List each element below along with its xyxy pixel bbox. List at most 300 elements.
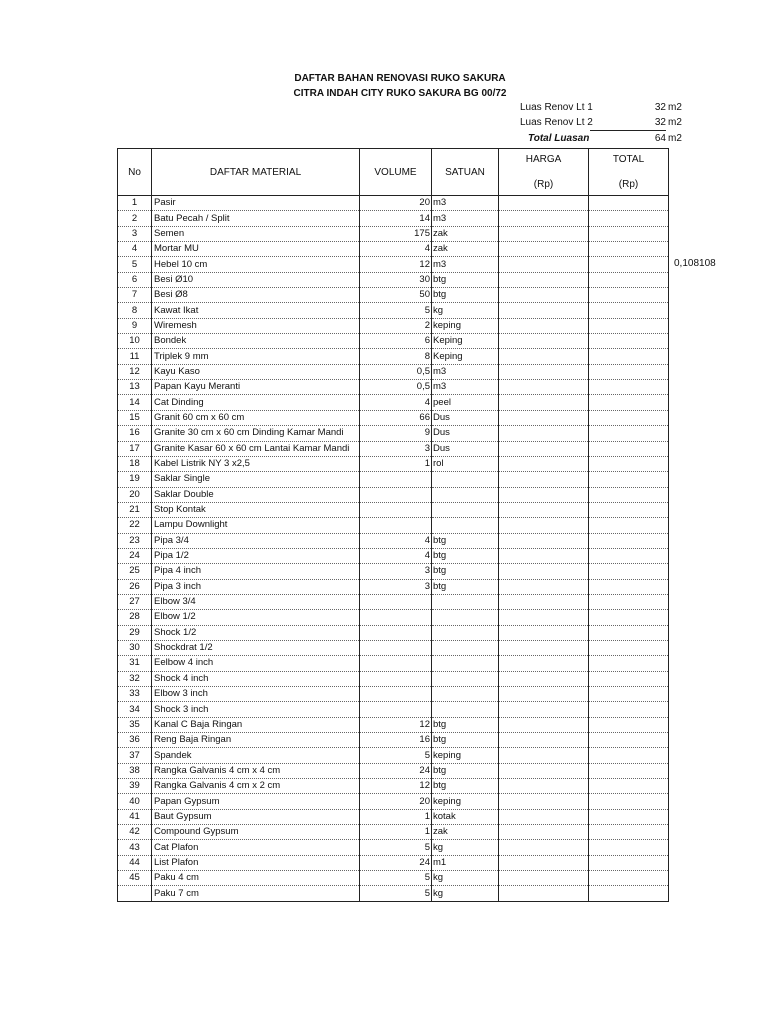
row-satuan: m3 (432, 380, 499, 395)
row-no: 39 (118, 779, 152, 794)
row-material: Shock 3 inch (152, 702, 360, 717)
table-row (118, 334, 669, 349)
row-total (589, 886, 669, 901)
row-no (118, 886, 152, 901)
row-satuan: Dus (432, 441, 499, 456)
row-total (589, 242, 669, 257)
row-satuan: keping (432, 748, 499, 763)
row-volume: 4 (360, 548, 432, 563)
header-no: No (118, 149, 152, 196)
row-satuan (432, 472, 499, 487)
row-volume: 5 (360, 748, 432, 763)
row-no: 33 (118, 687, 152, 702)
table-row (118, 380, 669, 395)
row-volume: 5 (360, 840, 432, 855)
row-material: Reng Baja Ringan (152, 733, 360, 748)
row-no: 36 (118, 733, 152, 748)
row-total (589, 410, 669, 425)
row-material: Pipa 3 inch (152, 579, 360, 594)
row-material: Bondek (152, 334, 360, 349)
row-satuan (432, 687, 499, 702)
row-total (589, 625, 669, 640)
row-satuan: btg (432, 533, 499, 548)
table-row (118, 763, 669, 778)
row-satuan: kotak (432, 809, 499, 824)
row-volume (360, 472, 432, 487)
row-harga (499, 364, 589, 379)
row-no: 27 (118, 594, 152, 609)
table-row (118, 257, 669, 272)
row-total (589, 855, 669, 870)
row-harga (499, 625, 589, 640)
row-harga (499, 886, 589, 901)
table-row (118, 502, 669, 517)
row-material: Granit 60 cm x 60 cm (152, 410, 360, 425)
row-material: Semen (152, 226, 360, 241)
row-volume (360, 518, 432, 533)
table-row (118, 671, 669, 686)
row-no: 42 (118, 825, 152, 840)
row-volume: 4 (360, 533, 432, 548)
row-volume: 5 (360, 886, 432, 901)
row-no: 10 (118, 334, 152, 349)
row-satuan (432, 671, 499, 686)
row-material: Granite Kasar 60 x 60 cm Lantai Kamar Mandi (152, 441, 360, 456)
row-total (589, 318, 669, 333)
row-total (589, 518, 669, 533)
row-total (589, 840, 669, 855)
row-total (589, 656, 669, 671)
table-row (118, 733, 669, 748)
row-satuan (432, 610, 499, 625)
row-material: Granite 30 cm x 60 cm Dinding Kamar Mandi (152, 426, 360, 441)
table-row (118, 855, 669, 870)
header-total-label: TOTAL (612, 154, 645, 165)
row-satuan: btg (432, 733, 499, 748)
row-satuan: m3 (432, 364, 499, 379)
row-material: Pipa 4 inch (152, 564, 360, 579)
row-satuan: btg (432, 288, 499, 303)
row-volume (360, 656, 432, 671)
row-volume (360, 594, 432, 609)
row-volume: 5 (360, 871, 432, 886)
table-row (118, 533, 669, 548)
row-satuan: rol (432, 456, 499, 471)
row-no: 3 (118, 226, 152, 241)
row-volume: 1 (360, 456, 432, 471)
row-harga (499, 794, 589, 809)
row-volume: 6 (360, 334, 432, 349)
row-no: 7 (118, 288, 152, 303)
header-harga-label: HARGA (525, 154, 562, 165)
row-no: 12 (118, 364, 152, 379)
document-title: DAFTAR BAHAN RENOVASI RUKO SAKURA (294, 73, 506, 84)
row-satuan (432, 702, 499, 717)
row-no: 43 (118, 840, 152, 855)
row-satuan: btg (432, 272, 499, 287)
area-lt2-unit: m2 (668, 117, 682, 128)
table-row (118, 548, 669, 563)
row-total (589, 794, 669, 809)
row-volume: 20 (360, 196, 432, 211)
row-harga (499, 288, 589, 303)
row-harga (499, 840, 589, 855)
row-harga (499, 334, 589, 349)
row-harga (499, 594, 589, 609)
row-volume: 24 (360, 763, 432, 778)
row-material: Saklar Double (152, 487, 360, 502)
row-no: 5 (118, 257, 152, 272)
row-satuan (432, 625, 499, 640)
row-harga (499, 702, 589, 717)
header-harga (499, 149, 589, 196)
row-total (589, 548, 669, 563)
row-material: Papan Kayu Meranti (152, 380, 360, 395)
row-material: Kayu Kaso (152, 364, 360, 379)
row-volume: 3 (360, 564, 432, 579)
row-harga (499, 349, 589, 364)
row-total (589, 380, 669, 395)
row-harga (499, 395, 589, 410)
row-harga (499, 456, 589, 471)
side-note-value: 0,108108 (674, 258, 716, 269)
row-satuan: btg (432, 579, 499, 594)
row-total (589, 871, 669, 886)
row-harga (499, 763, 589, 778)
row-no: 31 (118, 656, 152, 671)
row-volume (360, 610, 432, 625)
row-satuan (432, 502, 499, 517)
area-total-unit: m2 (668, 133, 682, 144)
row-harga (499, 272, 589, 287)
row-material: Triplek 9 mm (152, 349, 360, 364)
row-total (589, 640, 669, 655)
row-volume: 4 (360, 242, 432, 257)
row-satuan: m1 (432, 855, 499, 870)
row-no: 38 (118, 763, 152, 778)
row-no: 32 (118, 671, 152, 686)
table-row (118, 794, 669, 809)
row-total (589, 487, 669, 502)
row-harga (499, 196, 589, 211)
row-satuan: btg (432, 763, 499, 778)
table-row (118, 349, 669, 364)
row-harga (499, 610, 589, 625)
row-volume (360, 487, 432, 502)
row-total (589, 687, 669, 702)
row-total (589, 717, 669, 732)
table-row (118, 656, 669, 671)
row-no: 29 (118, 625, 152, 640)
row-no: 16 (118, 426, 152, 441)
header-volume: VOLUME (360, 149, 432, 196)
table-row (118, 594, 669, 609)
table-row (118, 809, 669, 824)
table-row (118, 472, 669, 487)
row-no: 13 (118, 380, 152, 395)
row-satuan: m3 (432, 211, 499, 226)
row-no: 2 (118, 211, 152, 226)
row-total (589, 426, 669, 441)
row-no: 1 (118, 196, 152, 211)
row-no: 8 (118, 303, 152, 318)
table-row (118, 211, 669, 226)
row-satuan: btg (432, 564, 499, 579)
row-no: 40 (118, 794, 152, 809)
table-row (118, 288, 669, 303)
row-material: Spandek (152, 748, 360, 763)
row-harga (499, 242, 589, 257)
table-row (118, 886, 669, 901)
row-harga (499, 441, 589, 456)
row-total (589, 272, 669, 287)
row-total (589, 334, 669, 349)
row-material: Elbow 3 inch (152, 687, 360, 702)
row-harga (499, 318, 589, 333)
table-row (118, 272, 669, 287)
row-no: 9 (118, 318, 152, 333)
row-satuan: m3 (432, 257, 499, 272)
row-no: 44 (118, 855, 152, 870)
table-row (118, 625, 669, 640)
row-volume: 20 (360, 794, 432, 809)
row-harga (499, 533, 589, 548)
row-harga (499, 687, 589, 702)
table-row (118, 564, 669, 579)
row-satuan (432, 594, 499, 609)
row-material: Paku 7 cm (152, 886, 360, 901)
row-no: 18 (118, 456, 152, 471)
header-total (589, 149, 669, 196)
table-row (118, 702, 669, 717)
row-no: 30 (118, 640, 152, 655)
row-no: 41 (118, 809, 152, 824)
row-harga (499, 472, 589, 487)
row-satuan: btg (432, 548, 499, 563)
row-satuan: btg (432, 779, 499, 794)
row-total (589, 257, 669, 272)
table-row (118, 687, 669, 702)
row-satuan: btg (432, 717, 499, 732)
row-no: 26 (118, 579, 152, 594)
row-total (589, 364, 669, 379)
row-harga (499, 825, 589, 840)
row-harga (499, 426, 589, 441)
row-total (589, 533, 669, 548)
row-harga (499, 564, 589, 579)
table-row (118, 196, 669, 211)
row-material: Paku 4 cm (152, 871, 360, 886)
row-harga (499, 518, 589, 533)
row-satuan: zak (432, 242, 499, 257)
row-volume: 1 (360, 825, 432, 840)
row-material: Rangka Galvanis 4 cm x 2 cm (152, 779, 360, 794)
table-row (118, 426, 669, 441)
area-lt2-value: 32 (654, 117, 666, 128)
row-total (589, 349, 669, 364)
row-total (589, 779, 669, 794)
row-harga (499, 656, 589, 671)
row-material: Rangka Galvanis 4 cm x 4 cm (152, 763, 360, 778)
row-volume: 24 (360, 855, 432, 870)
row-satuan (432, 487, 499, 502)
table-row (118, 825, 669, 840)
row-harga (499, 871, 589, 886)
header-total-unit: (Rp) (618, 179, 639, 190)
row-material: Shock 4 inch (152, 671, 360, 686)
table-row (118, 487, 669, 502)
row-material: Batu Pecah / Split (152, 211, 360, 226)
row-material: Wiremesh (152, 318, 360, 333)
row-total (589, 702, 669, 717)
row-harga (499, 809, 589, 824)
row-volume: 16 (360, 733, 432, 748)
row-satuan: m3 (432, 196, 499, 211)
row-no: 37 (118, 748, 152, 763)
document-subtitle: CITRA INDAH CITY RUKO SAKURA BG 00/72 (293, 88, 507, 99)
row-material: Elbow 1/2 (152, 610, 360, 625)
row-satuan (432, 518, 499, 533)
row-volume (360, 702, 432, 717)
row-material: Eelbow 4 inch (152, 656, 360, 671)
table-row (118, 579, 669, 594)
row-volume: 30 (360, 272, 432, 287)
row-total (589, 763, 669, 778)
row-material: Shock 1/2 (152, 625, 360, 640)
row-no: 6 (118, 272, 152, 287)
row-no: 15 (118, 410, 152, 425)
row-volume (360, 625, 432, 640)
table-row (118, 610, 669, 625)
table-row (118, 242, 669, 257)
row-total (589, 564, 669, 579)
row-total (589, 472, 669, 487)
row-volume (360, 671, 432, 686)
row-harga (499, 303, 589, 318)
row-satuan: kg (432, 886, 499, 901)
row-material: Besi Ø10 (152, 272, 360, 287)
row-material: Kabel Listrik NY 3 x2,5 (152, 456, 360, 471)
row-no: 22 (118, 518, 152, 533)
row-total (589, 809, 669, 824)
table-row (118, 840, 669, 855)
table-row (118, 441, 669, 456)
header-satuan: SATUAN (432, 149, 499, 196)
table-row (118, 226, 669, 241)
row-harga (499, 779, 589, 794)
row-volume (360, 502, 432, 517)
table-row (118, 640, 669, 655)
row-material: Pasir (152, 196, 360, 211)
row-satuan: keping (432, 318, 499, 333)
row-harga (499, 211, 589, 226)
row-satuan: Keping (432, 349, 499, 364)
row-no: 45 (118, 871, 152, 886)
row-volume: 4 (360, 395, 432, 410)
table-header-row (118, 149, 669, 196)
row-no: 35 (118, 717, 152, 732)
row-material: Cat Plafon (152, 840, 360, 855)
row-total (589, 196, 669, 211)
area-lt1-label: Luas Renov Lt 1 (520, 102, 593, 113)
area-lt1-value: 32 (654, 102, 666, 113)
row-total (589, 748, 669, 763)
row-total (589, 502, 669, 517)
row-material: Compound Gypsum (152, 825, 360, 840)
row-satuan: Dus (432, 426, 499, 441)
row-satuan: Dus (432, 410, 499, 425)
row-volume: 3 (360, 441, 432, 456)
row-total (589, 610, 669, 625)
table-row (118, 456, 669, 471)
table-row (118, 518, 669, 533)
row-harga (499, 487, 589, 502)
row-volume: 12 (360, 257, 432, 272)
row-harga (499, 226, 589, 241)
row-no: 28 (118, 610, 152, 625)
row-material: Cat Dinding (152, 395, 360, 410)
row-no: 34 (118, 702, 152, 717)
table-row (118, 748, 669, 763)
row-harga (499, 671, 589, 686)
row-harga (499, 733, 589, 748)
row-harga (499, 548, 589, 563)
row-harga (499, 257, 589, 272)
row-total (589, 579, 669, 594)
row-satuan: kg (432, 871, 499, 886)
row-material: Baut Gypsum (152, 809, 360, 824)
row-satuan: zak (432, 226, 499, 241)
row-total (589, 288, 669, 303)
row-material: Hebel 10 cm (152, 257, 360, 272)
row-material: Mortar MU (152, 242, 360, 257)
table-row (118, 318, 669, 333)
row-material: Elbow 3/4 (152, 594, 360, 609)
area-total-label: Total Luasan (528, 133, 590, 144)
row-material: Lampu Downlight (152, 518, 360, 533)
table-row (118, 871, 669, 886)
row-no: 11 (118, 349, 152, 364)
row-no: 20 (118, 487, 152, 502)
row-total (589, 825, 669, 840)
row-total (589, 671, 669, 686)
row-volume: 12 (360, 717, 432, 732)
row-volume: 5 (360, 303, 432, 318)
row-harga (499, 748, 589, 763)
row-material: Kanal C Baja Ringan (152, 717, 360, 732)
table-row (118, 779, 669, 794)
row-volume: 1 (360, 809, 432, 824)
row-no: 4 (118, 242, 152, 257)
row-satuan (432, 656, 499, 671)
row-satuan (432, 640, 499, 655)
row-harga (499, 502, 589, 517)
row-material: Pipa 1/2 (152, 548, 360, 563)
row-total (589, 303, 669, 318)
row-harga (499, 717, 589, 732)
row-volume (360, 687, 432, 702)
row-volume: 50 (360, 288, 432, 303)
row-harga (499, 640, 589, 655)
row-no: 19 (118, 472, 152, 487)
row-volume: 175 (360, 226, 432, 241)
row-volume: 14 (360, 211, 432, 226)
table-row (118, 395, 669, 410)
row-volume: 66 (360, 410, 432, 425)
row-total (589, 733, 669, 748)
row-satuan: kg (432, 840, 499, 855)
area-total-value: 64 (654, 133, 666, 144)
